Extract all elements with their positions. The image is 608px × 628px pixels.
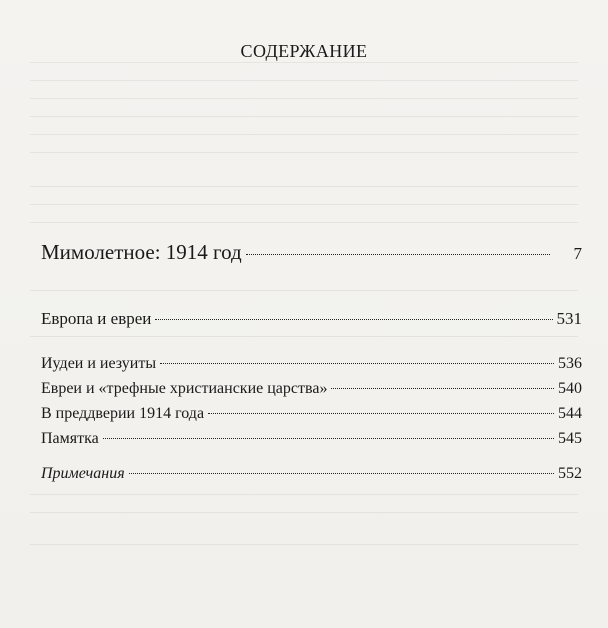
toc-entry-page: 552: [558, 465, 582, 482]
toc-subsection-entry[interactable]: [41, 355, 582, 373]
toc-entry-title: Примечания: [41, 465, 125, 482]
toc-subsection-entry[interactable]: [41, 430, 582, 448]
bleed-through-line: [30, 116, 578, 117]
bleed-through-line: [30, 152, 578, 153]
toc-subsection-entry[interactable]: [41, 405, 582, 423]
bleed-through-line: [30, 222, 578, 223]
bleed-through-line: [30, 544, 578, 545]
toc-entry-page: 536: [558, 355, 582, 372]
toc-entry-title: Евреи и «трефные христианские царства»: [41, 380, 328, 397]
toc-entry-title: Европа и евреи: [41, 309, 152, 328]
toc-entry-page: 540: [558, 380, 582, 397]
toc-entry-title: Иудеи и иезуиты: [41, 355, 157, 372]
toc-entry-title: В преддверии 1914 года: [41, 405, 205, 422]
toc-heading: СОДЕРЖАНИЕ: [240, 41, 368, 61]
dot-leader: [155, 319, 552, 320]
dot-leader: [129, 473, 554, 474]
bleed-through-line: [30, 512, 578, 513]
bleed-through-line: [30, 80, 578, 81]
bleed-through-line: [30, 134, 578, 135]
dot-leader: [246, 254, 550, 255]
toc-entry-title: Памятка: [41, 430, 99, 447]
bleed-through-line: [30, 204, 578, 205]
dot-leader: [103, 438, 554, 439]
toc-main-entry[interactable]: [41, 240, 582, 265]
toc-entry-page: 7: [573, 244, 582, 263]
bleed-through-line: [30, 494, 578, 495]
bleed-through-line: [30, 62, 578, 63]
toc-entry-title: Мимолетное: 1914 год: [41, 240, 242, 264]
bleed-through-line: [30, 290, 578, 291]
toc-entry-page: 531: [556, 309, 582, 328]
dot-leader: [331, 388, 554, 389]
dot-leader: [160, 363, 554, 364]
toc-entry-page: 545: [558, 430, 582, 447]
bleed-through-line: [30, 336, 578, 337]
bleed-through-line: [30, 186, 578, 187]
toc-subsection-entry[interactable]: [41, 380, 582, 398]
bleed-through-line: [30, 98, 578, 99]
toc-section-entry[interactable]: [41, 309, 582, 329]
dot-leader: [208, 413, 554, 414]
toc-entry-page: 544: [558, 405, 582, 422]
toc-notes-entry[interactable]: [41, 465, 582, 483]
